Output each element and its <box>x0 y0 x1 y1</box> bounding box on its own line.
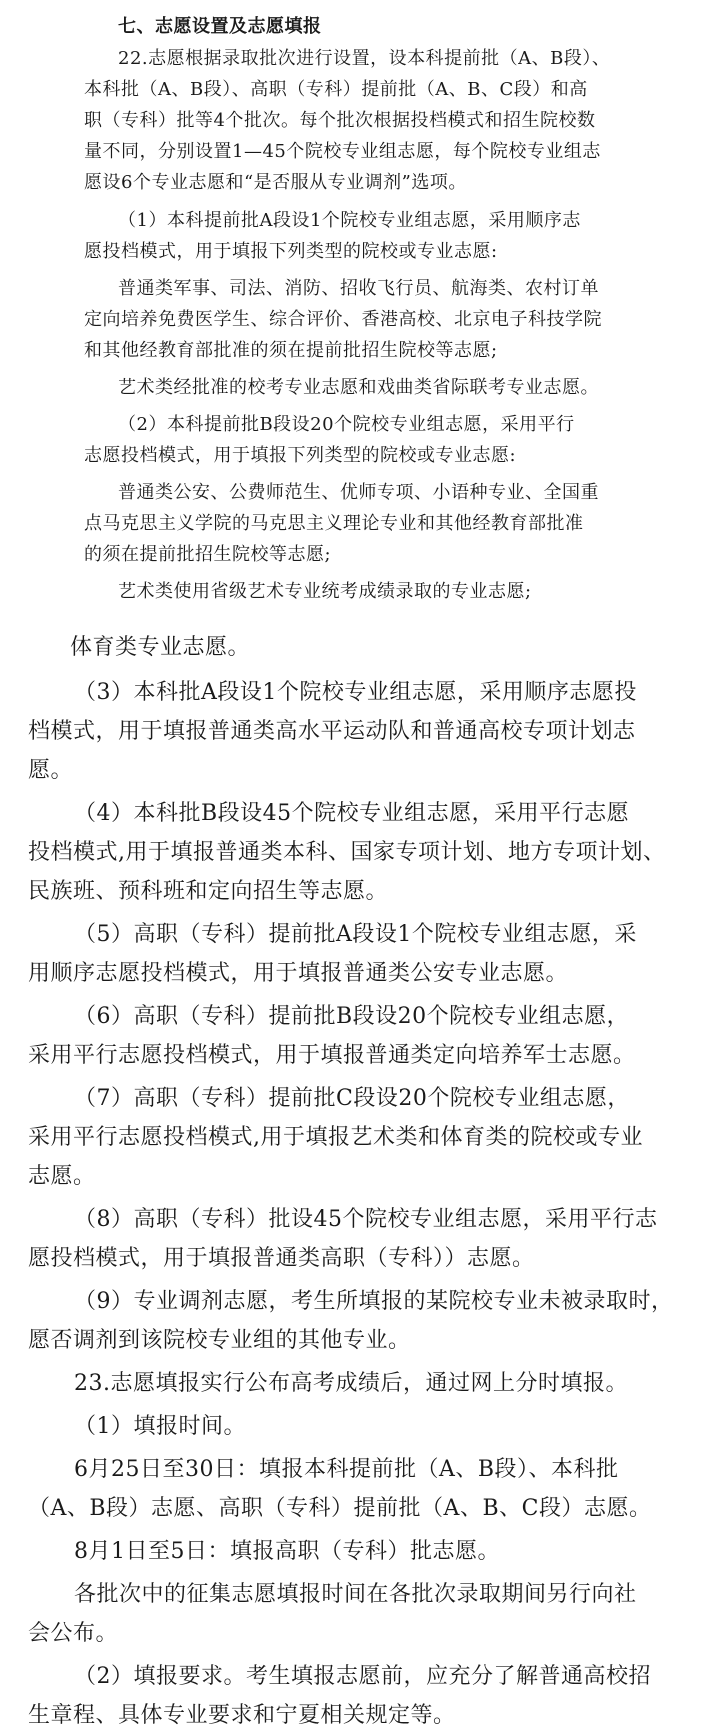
text-line: 采用平行志愿投档模式,用于填报艺术类和体育类的院校或专业 <box>28 1125 643 1150</box>
text-line: 6月25日至30日：填报本科提前批（A、B段）、本科批 <box>74 1457 619 1482</box>
text-line: （7）高职（专科）提前批C段设20个院校专业组志愿， <box>74 1086 630 1111</box>
text-line: 的须在提前批招生院校等志愿; <box>84 544 332 565</box>
text-line: （2）填报要求。考生填报志愿前，应充分了解普通高校招 <box>74 1664 651 1689</box>
text-line: 档模式，用于填报普通类高水平运动队和普通高校专项计划志 <box>28 719 636 744</box>
text-line: 普通类军事、司法、消防、招收飞行员、航海类、农村订单 <box>118 278 599 299</box>
text-line: （A、B段）志愿、高职（专科）提前批（A、B、C段）志愿。 <box>28 1496 652 1521</box>
text-line: 22.志愿根据录取批次进行设置，设本科提前批（A、B段）、 <box>118 48 611 69</box>
text-line: （5）高职（专科）提前批A段设1个院校专业组志愿，采 <box>74 922 637 947</box>
text-line: 8月1日至5日：填报高职（专科）批志愿。 <box>74 1539 500 1564</box>
text-line: 民族班、预科班和定向招生等志愿。 <box>28 879 389 904</box>
text-line: 生章程、具体专业要求和宁夏相关规定等。 <box>28 1703 456 1728</box>
text-line: （6）高职（专科）提前批B段设20个院校专业组志愿， <box>74 1004 630 1029</box>
text-line: （9）专业调剂志愿，考生所填报的某院校专业未被录取时， <box>74 1289 674 1314</box>
text-line: 体育类专业志愿。 <box>70 635 251 660</box>
text-line: 志愿投档模式，用于填报下列类型的院校或专业志愿: <box>84 445 517 466</box>
text-line: 愿投档模式，用于填报普通类高职（专科））志愿。 <box>28 1246 535 1271</box>
text-line: 艺术类使用省级艺术专业统考成绩录取的专业志愿; <box>118 581 532 602</box>
text-line: 用顺序志愿投档模式，用于填报普通类公安专业志愿。 <box>28 961 569 986</box>
text-line: 和其他经教育部批准的须在提前批招生院校等志愿; <box>84 340 498 361</box>
text-line: 定向培养免费医学生、综合评价、香港高校、北京电子科技学院 <box>84 309 602 330</box>
text-line: （3）本科批A段设1个院校专业组志愿，采用顺序志愿投 <box>74 680 637 705</box>
text-line: 愿否调剂到该院校专业组的其他专业。 <box>28 1328 411 1353</box>
text-line: 量不同，分别设置1—45个院校专业组志愿，每个院校专业组志 <box>84 141 601 162</box>
text-line: 本科批（A、B段）、高职（专科）提前批（A、B、C段）和高 <box>84 79 588 100</box>
text-line: （1）填报时间。 <box>74 1414 246 1439</box>
text-line: 会公布。 <box>28 1621 119 1646</box>
text-line: 普通类公安、公费师范生、优师专项、小语种专业、全国重 <box>118 482 599 503</box>
text-line: 各批次中的征集志愿填报时间在各批次录取期间另行向社 <box>74 1582 637 1607</box>
text-line: 愿投档模式，用于填报下列类型的院校或专业志愿: <box>84 241 498 262</box>
text-line: （1）本科提前批A段设1个院校专业组志愿，采用顺序志 <box>118 210 581 231</box>
text-line: 职（专科）批等4个批次。每个批次根据投档模式和招生院校数 <box>84 110 596 131</box>
text-line: （8）高职（专科）批设45个院校专业组志愿，采用平行志 <box>74 1207 658 1232</box>
text-line: 愿设6个专业志愿和“是否服从专业调剂”选项。 <box>84 172 467 193</box>
text-line: （2）本科提前批B段设20个院校专业组志愿，采用平行 <box>118 414 575 435</box>
text-line: 志愿。 <box>28 1164 96 1189</box>
text-line: （4）本科批B段设45个院校专业组志愿，采用平行志愿 <box>74 801 630 826</box>
text-line: 艺术类经批准的校考专业志愿和戏曲类省际联考专业志愿。 <box>118 377 599 398</box>
text-line: 采用平行志愿投档模式，用于填报普通类定向培养军士志愿。 <box>28 1043 636 1068</box>
text-line: 23.志愿填报实行公布高考成绩后，通过网上分时填报。 <box>74 1371 628 1396</box>
text-line: 点马克思主义学院的马克思主义理论专业和其他经教育部批准 <box>84 513 584 534</box>
section-heading: 七、志愿设置及志愿填报 <box>118 16 322 37</box>
text-line: 投档模式,用于填报普通类本科、国家专项计划、地方专项计划、 <box>28 840 666 865</box>
text-line: 愿。 <box>28 758 74 783</box>
